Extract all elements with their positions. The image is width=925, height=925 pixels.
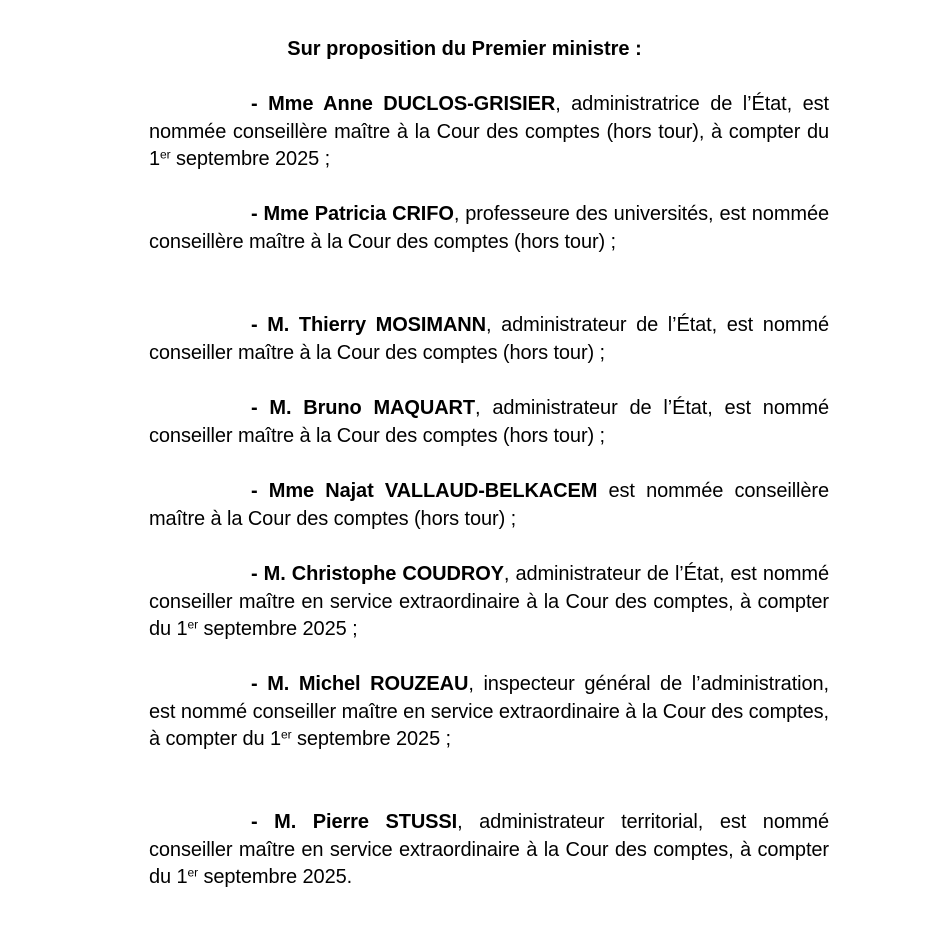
appointment-date-text: septembre 2025 ; [198, 618, 358, 640]
appointment-date-text: septembre 2025. [198, 866, 353, 888]
appointment-paragraph [149, 91, 829, 174]
appointment-date-text: septembre 2025 ; [291, 728, 452, 750]
appointment-paragraph [149, 809, 829, 892]
appointment-text: , professeure des universités, est nommée conseillère maître à la Cour des comptes (hors tour) ; [149, 203, 829, 253]
ordinal-suffix: er [160, 147, 171, 162]
appointment-date-text: septembre 2025 ; [170, 148, 331, 170]
appointee-name: - M. Michel ROUZEAU [251, 673, 469, 695]
appointment-paragraph [149, 201, 829, 256]
appointment-paragraph [149, 478, 829, 533]
appointee-name: - Mme Patricia CRIFO [251, 203, 454, 225]
appointment-text: , administrateur de l’État, est nommé conseiller maître à la Cour des comptes (hors tour) ; [149, 397, 829, 447]
appointee-name: - M. Bruno MAQUART [251, 397, 476, 419]
appointment-text: , administratrice de l’État, est nommée conseillère maître à la Cour des comptes (hors tour), à compter du 1 [149, 93, 829, 170]
ordinal-suffix: er [281, 727, 292, 742]
appointment-text: , administrateur de l’État, est nommé conseiller maître en service extraordinaire à la Cour des comptes, à compter du 1 [149, 563, 830, 640]
appointee-name: - M. Christophe COUDROY [251, 563, 504, 585]
ordinal-suffix: er [187, 617, 199, 632]
appointment-text: , inspecteur général de l’administration, est nommé conseiller maître en service extraordinaire à la Cour des comptes, à compter du 1 [149, 673, 829, 750]
appointment-paragraph [149, 561, 829, 644]
appointment-text: , administrateur territorial, est nommé conseiller maître en service extraordinaire à la Cour des comptes, à compter du 1 [149, 811, 829, 888]
appointment-paragraph [149, 671, 829, 754]
appointment-paragraph [149, 395, 829, 450]
ordinal-suffix: er [187, 865, 199, 880]
appointee-name: - Mme Anne DUCLOS-GRISIER [251, 93, 556, 115]
appointee-name: - M. Thierry MOSIMANN [251, 314, 486, 336]
appointee-name: - Mme Najat VALLAUD-BELKACEM [251, 480, 598, 502]
appointment-text: est nommée conseillère maître à la Cour des comptes (hors tour) ; [149, 480, 829, 530]
appointee-name: - M. Pierre STUSSI [251, 811, 458, 833]
appointment-text: , administrateur de l’État, est nommé conseiller maître à la Cour des comptes (hors tour) ; [149, 314, 829, 364]
page-heading: Sur proposition du Premier ministre : [287, 38, 642, 60]
appointment-paragraph [149, 312, 829, 367]
